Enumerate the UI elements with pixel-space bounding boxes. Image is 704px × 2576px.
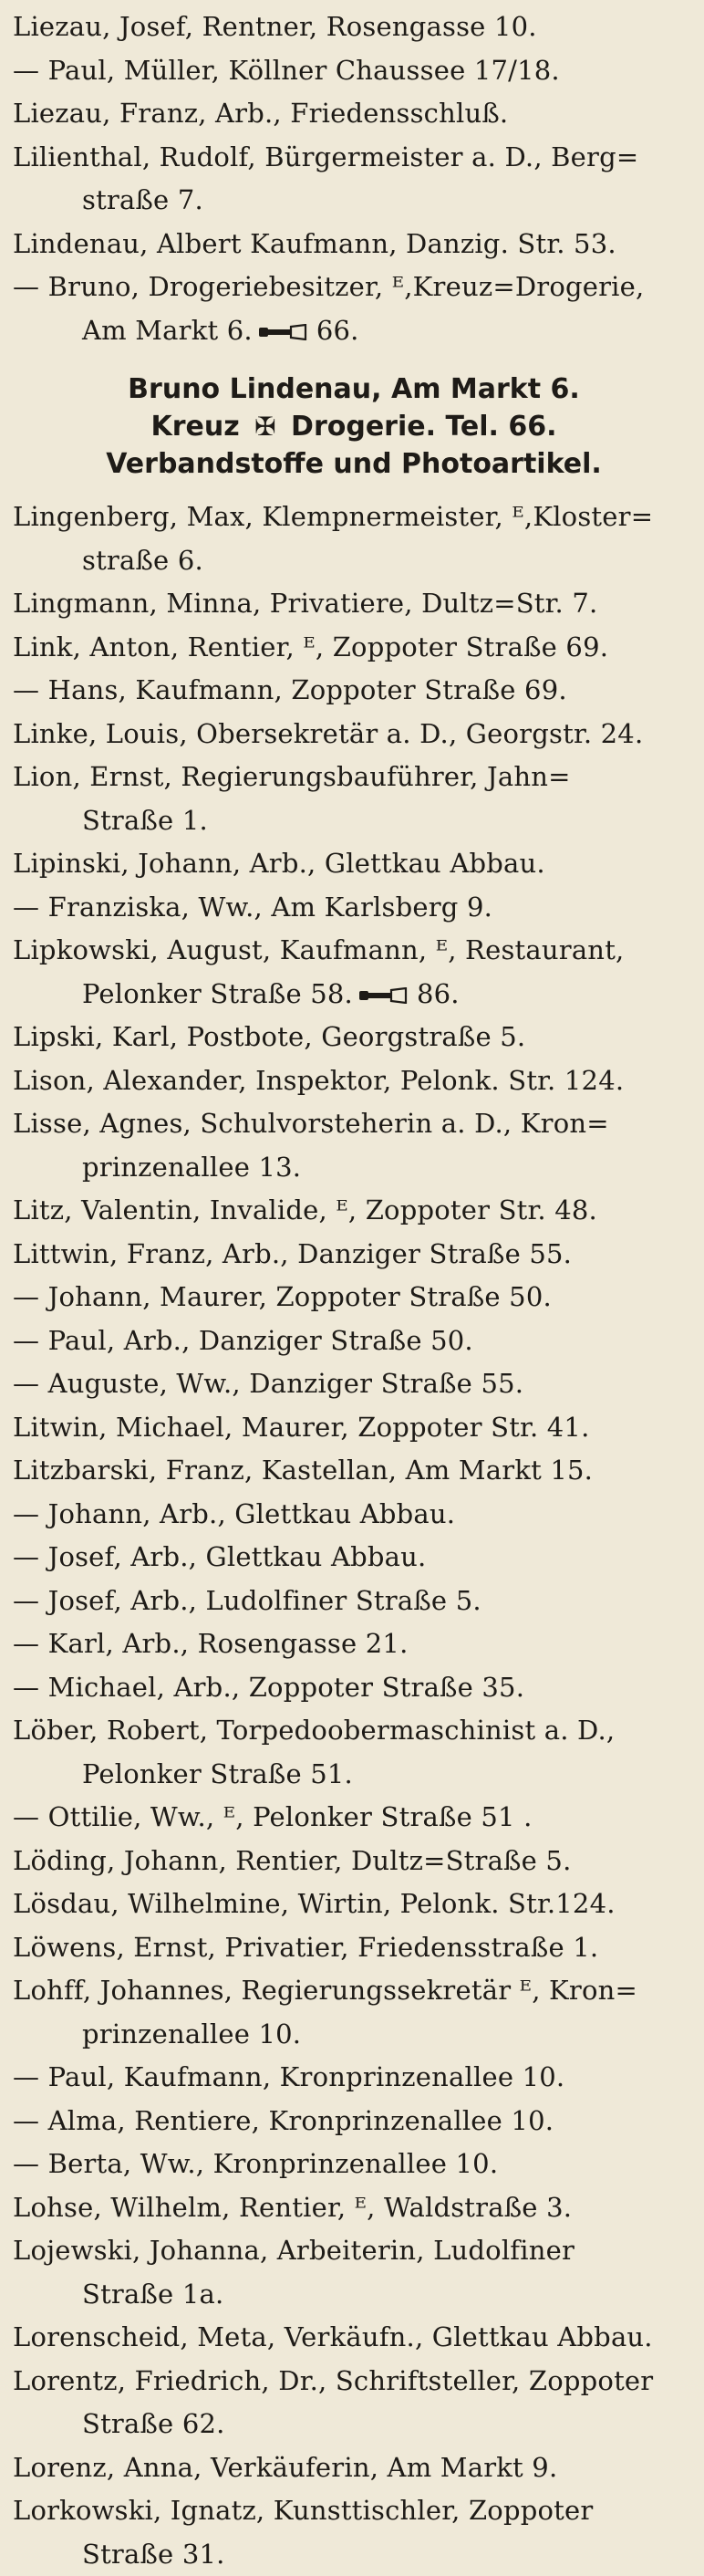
entry-line: Lipinski, Johann, Arb., Glettkau Abbau. [13, 848, 545, 879]
entry-continuation-text: Straße 31. [82, 2539, 225, 2570]
entry-line: Litzbarski, Franz, Kastellan, Am Markt 15. [13, 1455, 593, 1486]
directory-entry [13, 2489, 695, 2576]
entry-line: Lindenau, Albert Kaufmann, Danzig. Str. 53. [13, 228, 616, 259]
directory-entry [13, 1882, 695, 1926]
entry-line: Litwin, Michael, Maurer, Zoppoter Str. 41. [13, 1412, 590, 1443]
entry-line: Lisse, Agnes, Schulvorsteherin a. D., Kron= [13, 1108, 609, 1139]
entry-line: — Alma, Rentiere, Kronprinzenallee 10. [13, 2105, 554, 2136]
entry-line: Lingmann, Minna, Privatiere, Dultz=Str. 7. [13, 588, 597, 619]
entry-line: — Paul, Kaufmann, Kronprinzenallee 10. [13, 2061, 564, 2092]
directory-entry [13, 49, 695, 93]
entry-line: Lipkowski, August, Kaufmann, ᴱ, Restaurant, [13, 934, 624, 965]
entry-line: Litz, Valentin, Invalide, ᴱ, Zoppoter Str. 48. [13, 1194, 597, 1225]
entry-continuation-text: straße 7. [82, 184, 203, 215]
directory-entry [13, 1580, 695, 1623]
entry-line: Lion, Ernst, Regierungsbauführer, Jahn= [13, 761, 571, 792]
directory-entry [13, 1840, 695, 1883]
entry-continuation-text: Straße 62. [82, 2408, 225, 2439]
directory-entry [13, 842, 695, 886]
directory-entry [13, 1926, 695, 1970]
directory-entry [13, 92, 695, 136]
directory-entry [13, 1796, 695, 1840]
directory-entry [13, 1102, 695, 1189]
entry-line: Lösdau, Wilhelmine, Wirtin, Pelonk. Str.124. [13, 1888, 616, 1919]
ad-line-2 [13, 408, 695, 445]
directory-entry [13, 1709, 695, 1796]
entry-continuation [13, 2273, 695, 2317]
entry-line: — Josef, Arb., Glettkau Abbau. [13, 1541, 426, 1572]
directory-entry [13, 1536, 695, 1580]
telephone-icon [253, 315, 316, 346]
directory-entry [13, 669, 695, 713]
entry-line: — Bruno, Drogeriebesitzer, ᴱ,Kreuz=Drogerie, [13, 271, 644, 302]
entry-line: — Paul, Müller, Köllner Chaussee 17/18. [13, 55, 560, 86]
ad-line-2-a: Kreuz [150, 411, 239, 443]
entry-line: — Berta, Ww., Kronprinzenallee 10. [13, 2148, 498, 2179]
entry-line: Lilienthal, Rudolf, Bürgermeister a. D., Berg= [13, 141, 638, 172]
entry-line: Lorenscheid, Meta, Verkäufn., Glettkau Abbau. [13, 2321, 653, 2352]
directory-entry [13, 1969, 695, 2056]
entry-continuation [13, 2533, 695, 2576]
entry-continuation-text: prinzenallee 10. [82, 2018, 301, 2049]
directory-entry [13, 886, 695, 930]
entry-line: Lojewski, Johanna, Arbeiterin, Ludolfiner [13, 2235, 575, 2266]
entry-continuation-text: Straße 1a. [82, 2279, 223, 2310]
entry-line: Lohse, Wilhelm, Rentier, ᴱ, Waldstraße 3. [13, 2192, 572, 2223]
ad-line-1: Bruno Lindenau, Am Markt 6. [13, 370, 695, 408]
ad-line-3: Verbandstoffe und Photoartikel. [13, 445, 695, 483]
directory-entry [13, 1666, 695, 1710]
directory-entry [13, 1493, 695, 1537]
directory-entry [13, 1233, 695, 1277]
directory-entry [13, 756, 695, 842]
directory-entry [13, 1449, 695, 1493]
directory-entry [13, 2056, 695, 2100]
entry-continuation-text: Pelonker Straße 58. [82, 978, 353, 1009]
directory-entry [13, 1276, 695, 1319]
entry-continuation [13, 1146, 695, 1190]
directory-entry [13, 495, 695, 582]
cross-icon: ✠ [254, 408, 275, 445]
entry-continuation [13, 799, 695, 843]
directory-entry [13, 2360, 695, 2446]
directory-section-top [13, 5, 695, 352]
directory-entry [13, 2100, 695, 2143]
entry-line: Lorkowski, Ignatz, Kunsttischler, Zoppoter [13, 2495, 593, 2526]
directory-entry [13, 713, 695, 756]
entry-continuation [13, 309, 695, 353]
entry-line: Löding, Johann, Rentier, Dultz=Straße 5. [13, 1845, 571, 1876]
directory-entry [13, 582, 695, 626]
entry-continuation [13, 539, 695, 583]
directory-entry [13, 1362, 695, 1406]
entry-line: Lingenberg, Max, Klempnermeister, ᴱ,Kloster= [13, 501, 653, 532]
entry-line: — Ottilie, Ww., ᴱ, Pelonker Straße 51 . [13, 1801, 533, 1832]
entry-line: Link, Anton, Rentier, ᴱ, Zoppoter Straße 69. [13, 631, 608, 662]
entry-continuation-text: Straße 1. [82, 805, 208, 836]
entry-line: — Michael, Arb., Zoppoter Straße 35. [13, 1672, 524, 1703]
directory-entry [13, 1059, 695, 1103]
entry-line: Lison, Alexander, Inspektor, Pelonk. Str. 124. [13, 1065, 624, 1096]
entry-continuation-text: straße 6. [82, 545, 203, 576]
entry-line: Liezau, Franz, Arb., Friedensschluß. [13, 98, 508, 129]
directory-section-main [13, 495, 695, 2576]
entry-continuation [13, 2403, 695, 2446]
telephone-icon [353, 978, 417, 1009]
directory-entry [13, 1406, 695, 1450]
entry-line: Lorentz, Friedrich, Dr., Schriftsteller, Zoppoter [13, 2365, 653, 2396]
directory-entry [13, 1319, 695, 1363]
directory-entry [13, 626, 695, 670]
directory-entry [13, 2143, 695, 2186]
directory-entry [13, 1189, 695, 1233]
phone-number: 66. [316, 315, 359, 346]
entry-line: — Johann, Arb., Glettkau Abbau. [13, 1498, 455, 1529]
directory-entry [13, 1016, 695, 1059]
entry-continuation [13, 973, 695, 1017]
entry-continuation [13, 179, 695, 223]
entry-line: Löber, Robert, Torpedoobermaschinist a. D., [13, 1715, 615, 1746]
entry-line: Linke, Louis, Obersekretär a. D., Georgstr. 24. [13, 718, 643, 749]
entry-line: — Hans, Kaufmann, Zoppoter Straße 69. [13, 674, 567, 705]
directory-entry [13, 929, 695, 1016]
entry-line: Löwens, Ernst, Privatier, Friedensstraße 1. [13, 1932, 598, 1963]
entry-line: — Karl, Arb., Rosengasse 21. [13, 1628, 409, 1659]
entry-line: Lohff, Johannes, Regierungssekretär ᴱ, Kron= [13, 1975, 637, 2006]
directory-entry [13, 2229, 695, 2316]
directory-entry [13, 2316, 695, 2360]
ad-line-2-b: Drogerie. Tel. 66. [291, 411, 557, 443]
entry-line: Littwin, Franz, Arb., Danziger Straße 55. [13, 1238, 572, 1269]
phone-number: 86. [417, 978, 460, 1009]
entry-line: — Johann, Maurer, Zoppoter Straße 50. [13, 1281, 552, 1312]
entry-line: — Josef, Arb., Ludolfiner Straße 5. [13, 1585, 481, 1616]
advertisement [13, 352, 695, 495]
directory-entry [13, 266, 695, 352]
entry-continuation [13, 2013, 695, 2057]
directory-entry [13, 223, 695, 266]
entry-continuation [13, 1753, 695, 1797]
entry-line: Lorenz, Anna, Verkäuferin, Am Markt 9. [13, 2452, 557, 2483]
directory-entry [13, 136, 695, 223]
directory-entry [13, 2446, 695, 2490]
directory-entry [13, 1622, 695, 1666]
directory-entry [13, 5, 695, 49]
entry-continuation-text: Am Markt 6. [82, 315, 253, 346]
entry-continuation-text: Pelonker Straße 51. [82, 1758, 353, 1789]
entry-line: — Paul, Arb., Danziger Straße 50. [13, 1325, 473, 1356]
entry-continuation-text: prinzenallee 13. [82, 1152, 301, 1183]
entry-line: Lipski, Karl, Postbote, Georgstraße 5. [13, 1021, 525, 1052]
entry-line: — Franziska, Ww., Am Karlsberg 9. [13, 892, 492, 923]
entry-line: Liezau, Josef, Rentner, Rosengasse 10. [13, 11, 537, 42]
entry-line: — Auguste, Ww., Danziger Straße 55. [13, 1368, 523, 1399]
directory-page [13, 5, 695, 2576]
